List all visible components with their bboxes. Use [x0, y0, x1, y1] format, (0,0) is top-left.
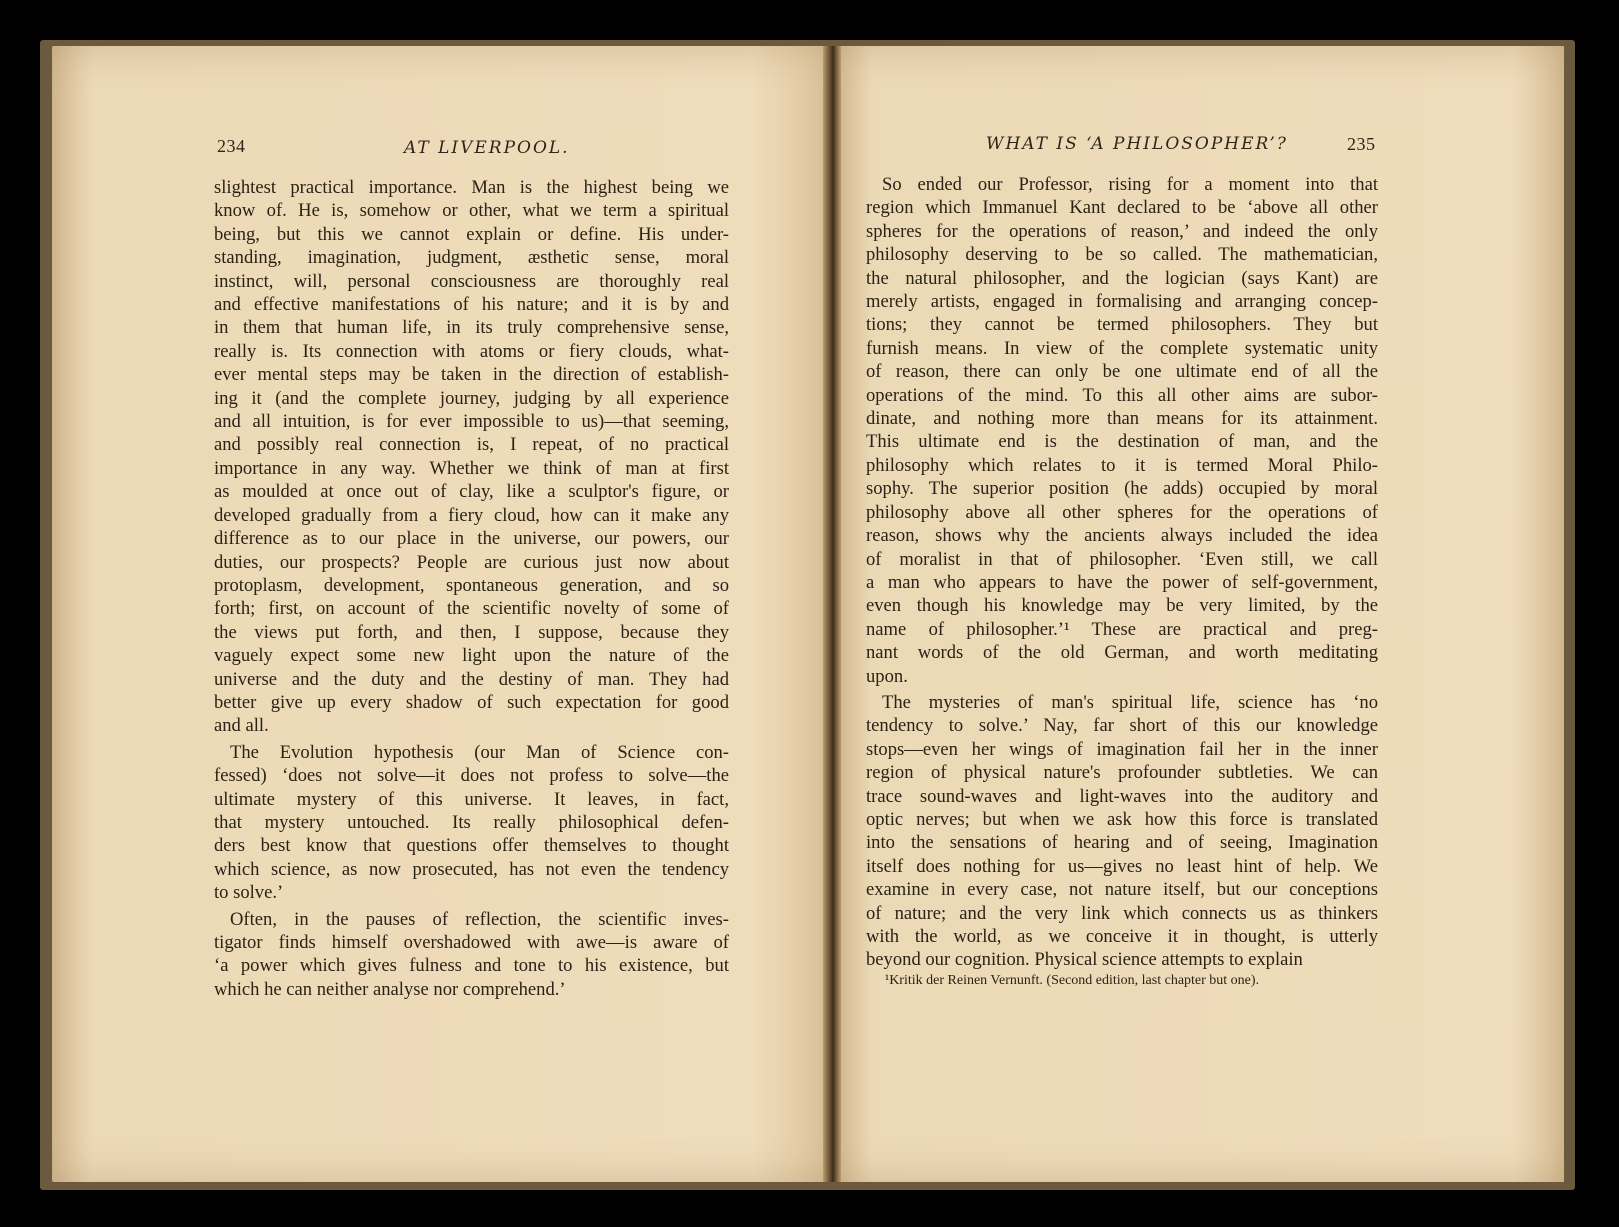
text-line: itself does nothing for us—gives no least hint of help. We — [866, 855, 1378, 877]
paragraph — [214, 741, 729, 905]
paragraph — [866, 173, 1378, 688]
text-line: better give up every shadow of such expectation for good — [214, 691, 729, 713]
text-line: tigator finds himself overshadowed with awe—is aware of — [214, 932, 729, 953]
text-line: universe and the duty and the destiny of man. They had — [214, 668, 729, 690]
text-line: ‘a power which gives fulness and tone to his existence, but — [214, 955, 729, 977]
text-line: to solve.’ — [214, 882, 284, 904]
text-line: instinct, will, personal consciousness are thoroughly real — [214, 270, 729, 292]
text-line: philosophy which relates to it is termed Moral Philo- — [866, 454, 1378, 476]
text-line: importance in any way. Whether we think of man at first — [214, 457, 729, 479]
text-line: furnish means. In view of the complete systematic unity — [866, 337, 1378, 359]
text-line: optic nerves; but when we ask how this force is translated — [866, 808, 1378, 830]
text-line: into the sensations of hearing and of seeing, Imagination — [866, 832, 1378, 854]
text-line: nant words of the old German, and worth meditating — [866, 642, 1378, 664]
text-line: even though his knowledge may be very limited, by the — [866, 595, 1378, 617]
text-line: stops—even her wings of imagination fail her in the inner — [866, 738, 1378, 760]
text-line: ing it (and the complete journey, judging by all experience — [214, 387, 729, 409]
text-line: fessed) ‘does not solve—it does not profess to solve—the — [214, 765, 729, 787]
text-line: tions; they cannot be termed philosophers. They but — [866, 314, 1378, 336]
right-page-number: 235 — [1347, 134, 1376, 154]
paragraph — [214, 908, 729, 1002]
text-line: tendency to solve.’ Nay, far short of this our knowledge — [866, 715, 1378, 737]
text-line: duties, our prospects? People are curious just now about — [214, 551, 729, 573]
text-line: region which Immanuel Kant declared to be ‘above all other — [866, 197, 1378, 219]
text-line: examine in every case, not nature itself, but our conceptions — [866, 879, 1378, 901]
text-line: Often, in the pauses of reflection, the scientific inves- — [230, 908, 729, 930]
right-running-head: WHAT IS ‘A PHILOSOPHER’? — [986, 134, 1288, 154]
text-line: with the world, as we conceive it in thought, is utterly — [866, 926, 1378, 947]
text-line: of reason, there can only be one ultimate end of all the — [866, 361, 1378, 383]
text-line: name of philosopher.’¹ These are practical and preg- — [866, 618, 1378, 640]
left-page-number: 234 — [217, 136, 246, 156]
text-line: and all intuition, is for ever impossible to us)—that seeming, — [214, 411, 729, 433]
text-line: merely artists, engaged in formalising and arranging concep- — [866, 291, 1378, 313]
text-line: forth; first, on account of the scientific novelty of some of — [214, 598, 729, 620]
right-page-body — [866, 173, 1378, 975]
text-line: of moralist in that of philosopher. ‘Even still, we call — [866, 548, 1378, 570]
text-line: the views put forth, and then, I suppose, because they — [214, 621, 729, 643]
text-line: know of. He is, somehow or other, what we term a spiritual — [214, 200, 729, 222]
text-line: as moulded at once out of clay, like a sculptor's figure, or — [214, 481, 729, 503]
text-line: which science, as now prosecuted, has not even the tendency — [214, 858, 729, 880]
text-line: ever mental steps may be taken in the direction of establish- — [214, 364, 729, 386]
text-line: which he can neither analyse nor comprehend.’ — [214, 978, 566, 1000]
text-line: vaguely expect some new light upon the nature of the — [214, 645, 729, 667]
text-line: region of physical nature's profounder subtleties. We can — [866, 762, 1378, 784]
text-line: the natural philosopher, and the logician (says Kant) are — [866, 267, 1378, 289]
text-line: This ultimate end is the destination of man, and the — [866, 431, 1378, 453]
left-page-body — [214, 176, 729, 1004]
text-line: philosophy above all other spheres for the operations of — [866, 501, 1378, 523]
text-line: dinate, and nothing more than means for its attainment. — [866, 408, 1378, 430]
text-line: trace sound-waves and light-waves into the auditory and — [866, 785, 1378, 807]
text-line: The mysteries of man's spiritual life, science has ‘no — [882, 691, 1378, 713]
text-line: and all. — [214, 715, 269, 737]
text-line: ders best know that questions offer themselves to thought — [214, 835, 729, 857]
text-line: beyond our cognition. Physical science attempts to explain — [866, 949, 1303, 971]
text-line: upon. — [866, 665, 908, 687]
text-line: sophy. The superior position (he adds) occupied by moral — [866, 478, 1378, 500]
text-line: protoplasm, development, spontaneous generation, and so — [214, 574, 729, 596]
text-line: spheres for the operations of reason,’ and indeed the only — [866, 220, 1378, 242]
text-line: operations of the mind. To this all other aims are subor- — [866, 384, 1378, 406]
text-line: being, but this we cannot explain or define. His under- — [214, 223, 729, 245]
text-line: and possibly real connection is, I repeat, of no practical — [214, 434, 729, 456]
text-line: So ended our Professor, rising for a moment into that — [882, 174, 1378, 195]
text-line: reason, shows why the ancients always included the idea — [866, 525, 1378, 547]
text-line: ultimate mystery of this universe. It leaves, in fact, — [214, 788, 729, 810]
left-running-head: AT LIVERPOOL. — [404, 138, 570, 158]
text-line: philosophy deserving to be so called. The mathematician, — [866, 244, 1378, 266]
paragraph — [214, 176, 729, 738]
text-line: of nature; and the very link which connects us as thinkers — [866, 902, 1378, 924]
text-line: in them that human life, in its truly comprehensive sense, — [214, 317, 729, 339]
paragraph — [866, 691, 1378, 972]
text-line: a man who appears to have the power of self-government, — [866, 571, 1378, 593]
text-line: really is. Its connection with atoms or fiery clouds, what- — [214, 340, 729, 362]
footnote: ¹Kritik der Reinen Vernunft. (Second edition, last chapter but one). — [885, 973, 1260, 988]
text-line: difference as to our place in the universe, our powers, our — [214, 528, 729, 550]
text-line: and effective manifestations of his nature; and it is by and — [214, 294, 729, 316]
text-line: standing, imagination, judgment, æsthetic sense, moral — [214, 247, 729, 269]
text-line: that mystery untouched. Its really philosophical defen- — [214, 811, 729, 833]
book-gutter — [823, 46, 841, 1182]
text-line: developed gradually from a fiery cloud, how can it make any — [214, 504, 729, 526]
text-line: The Evolution hypothesis (our Man of Science con- — [230, 741, 729, 763]
text-line: slightest practical importance. Man is the highest being we — [214, 177, 729, 198]
